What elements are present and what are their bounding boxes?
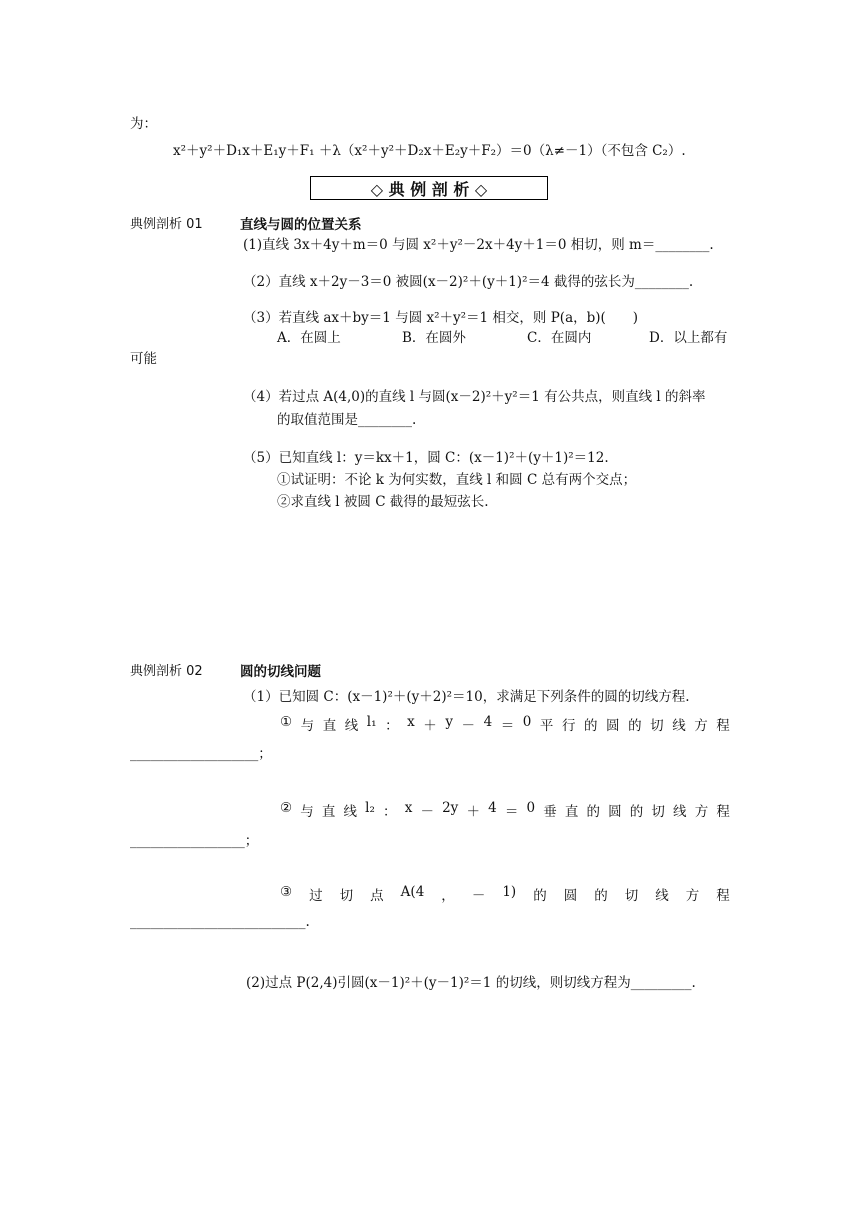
token: 圆 (563, 888, 578, 904)
token: 的 (584, 718, 598, 734)
token: ， (441, 888, 455, 904)
token: 切 (339, 888, 354, 904)
s2-question-1: （1）已知圆 C：(x－1)²＋(y＋2)²＝10，求满足下列条件的圆的切线方程. (243, 689, 690, 705)
token: 程 (716, 888, 730, 904)
token: A(4 (400, 884, 425, 900)
section1-title: 直线与圆的位置关系 (240, 217, 362, 233)
s1-question-4-line1: （4）若过点 A(4,0)的直线 l 与圆(x－2)²＋y²＝1 有公共点，则直线 l 的斜率 (243, 389, 706, 405)
s2-question-2: (2)过点 P(2,4)引圆(x－1)²＋(y－1)²＝1 的切线，则切线方程为_________. (246, 975, 696, 991)
token: 程 (716, 718, 730, 734)
s1-question-5-line1: （5）已知直线 l：y＝kx＋1，圆 C：(x－1)²＋(y＋1)²＝12. (243, 450, 609, 466)
s1-question-3-continuation: 可能 (130, 351, 157, 367)
token: 垂 (543, 804, 557, 820)
token: 的 (628, 718, 642, 734)
token: l₁ (366, 714, 377, 730)
token: － (471, 888, 486, 904)
token: 直 (564, 804, 579, 820)
token: y (445, 714, 453, 730)
token: 的 (629, 804, 644, 820)
token: 直 (321, 804, 336, 820)
s2-question-1a (280, 714, 730, 734)
token: ： (385, 718, 399, 734)
s1-question-4-line2: 的取值范围是________. (277, 412, 417, 428)
option-b: B．在圆外 (402, 330, 466, 346)
token: 行 (561, 718, 576, 734)
token: 过 (309, 888, 323, 904)
s1-question-1: (1)直线 3x＋4y＋m＝0 与圆 x²＋y²－2x＋4y＋1＝0 相切，则 m＝________. (243, 237, 714, 253)
s2-question-1a-blank: ___________________； (130, 746, 272, 762)
token: 线 (672, 718, 686, 734)
token: x (407, 714, 415, 730)
section2-label: 典例剖析 02 (130, 664, 203, 679)
token: ： (383, 804, 397, 820)
token: － (461, 718, 476, 734)
intro-formula: x²＋y²＋D₁x＋E₁y＋F₁ ＋λ（x²＋y²＋D₂x＋E₂y＋F₂）＝0（λ≠－1）（不包含 C₂）. (173, 143, 686, 159)
token: 的 (594, 888, 608, 904)
token: 切 (651, 804, 665, 820)
token: 方 (685, 888, 700, 904)
token: ① (280, 714, 293, 730)
token: 1) (502, 884, 517, 900)
s2-question-1c (280, 884, 730, 904)
option-c: C．在圆内 (527, 330, 592, 346)
s1-question-3: （3）若直线 ax＋by＝1 与圆 x²＋y²＝1 相交，则 P(a，b)( ) (243, 310, 639, 326)
token: － (420, 804, 434, 820)
token: 圆 (608, 804, 622, 820)
s2-question-1b-blank: _________________； (130, 833, 259, 849)
token: 方 (694, 804, 709, 820)
token: 切 (650, 718, 664, 734)
token: 0 (526, 800, 536, 816)
token: 程 (716, 804, 730, 820)
token: 2y (442, 800, 459, 816)
section1-label: 典例剖析 01 (130, 217, 203, 232)
token: 线 (343, 804, 358, 820)
token: 点 (370, 888, 384, 904)
token: ＋ (466, 804, 480, 820)
token: 4 (488, 800, 497, 816)
token: 与 (300, 804, 314, 820)
section2-title: 圆的切线问题 (240, 664, 321, 680)
s1-question-2: （2）直线 x＋2y－3＝0 被圆(x－2)²＋(y＋1)²＝4 截得的弦长为________. (243, 274, 694, 290)
s1-question-5-line2: ①试证明：不论 k 为何实数，直线 l 和圆 C 总有两个交点； (277, 472, 637, 488)
token: ＋ (423, 718, 437, 734)
s2-question-1c-blank: __________________________. (130, 914, 310, 930)
token: 切 (624, 888, 639, 904)
token: 与 (300, 718, 315, 734)
token: 的 (533, 888, 547, 904)
s2-question-1b (280, 800, 730, 820)
token: ＝ (504, 804, 519, 820)
token: 0 (522, 714, 532, 730)
token: 4 (483, 714, 493, 730)
s1-question-5-line3: ②求直线 l 被圆 C 截得的最短弦长. (277, 494, 489, 510)
section-heading: ◇ 典 例 剖 析 ◇ (310, 176, 548, 200)
token: x (404, 800, 413, 816)
token: ＝ (500, 718, 515, 734)
token: l₂ (365, 800, 375, 816)
intro-label: 为： (130, 116, 157, 132)
token: 圆 (606, 718, 620, 734)
token: 线 (673, 804, 687, 820)
token: ② (280, 800, 293, 816)
option-d: D．以上都有 (649, 330, 728, 346)
token: 线 (344, 718, 359, 734)
token: 方 (694, 718, 708, 734)
token: 的 (586, 804, 600, 820)
token: 直 (322, 718, 337, 734)
token: 线 (655, 888, 669, 904)
option-a: A．在圆上 (277, 330, 341, 346)
token: ③ (280, 884, 293, 900)
token: 平 (539, 718, 554, 734)
